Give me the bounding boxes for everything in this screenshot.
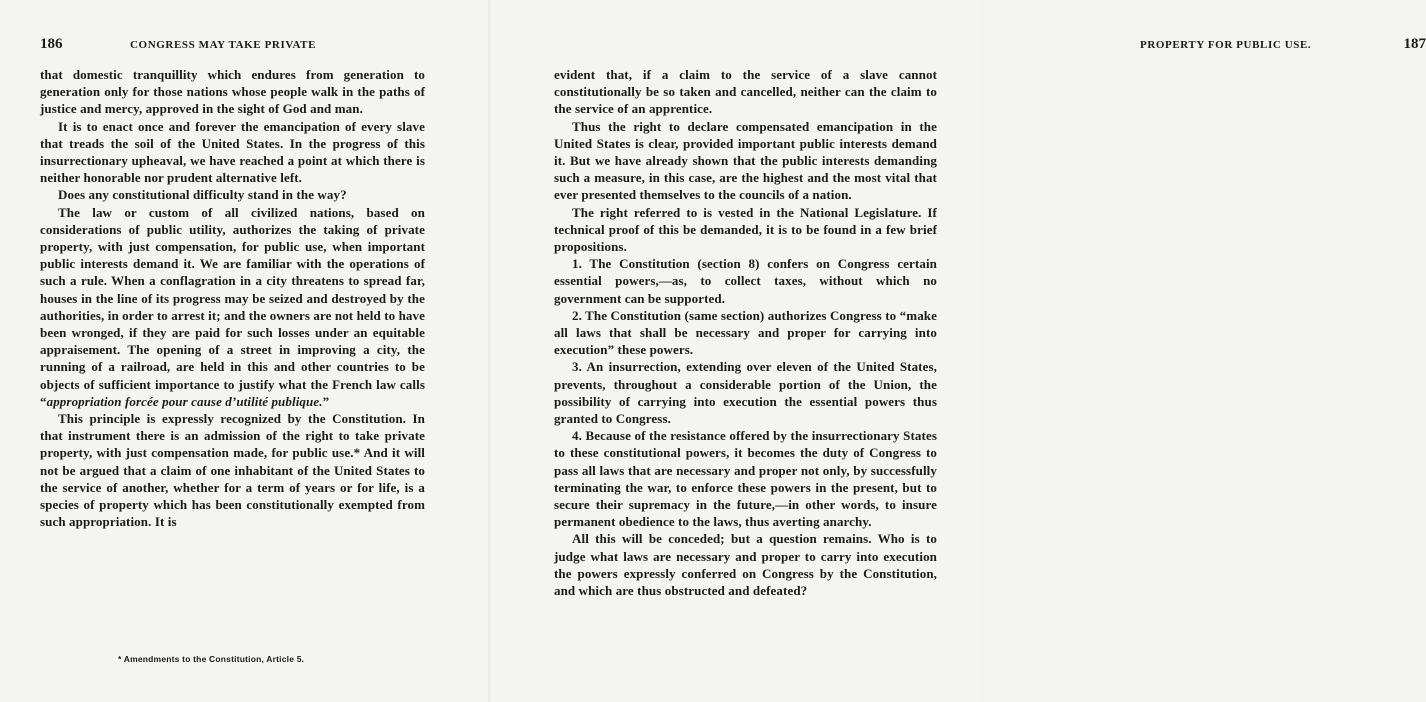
right-paragraph-2: Thus the right to declare compensated emancipation in the United States is clear, provided important public interests demand it. But we have already shown that the public interests demanding such a measure, in this case, are the highest and the most vital that ever presented themselves to the councils of a nation. bbox=[554, 118, 937, 203]
right-paragraph-6: 3. An insurrection, extending over eleven of the United States, prevents, throughout a considerable portion of the Union, the possibility of carrying into execution the essential powers thus granted to Congress. bbox=[554, 359, 937, 427]
right-page bbox=[490, 0, 1426, 702]
left-paragraph-4-after: ” bbox=[322, 393, 330, 409]
left-paragraph-4 bbox=[40, 204, 425, 410]
right-paragraph-1: evident that, if a claim to the service of a slave cannot constitutionally be so taken and cancelled, neither can the claim to the service of an apprentice. bbox=[554, 67, 937, 117]
left-running-title: CONGRESS MAY TAKE PRIVATE bbox=[130, 39, 317, 51]
left-running-head bbox=[40, 38, 428, 56]
right-body-text bbox=[554, 66, 937, 599]
left-paragraph-4-italic: appropriation forcée pour cause d’utilité publique. bbox=[46, 393, 323, 409]
left-paragraph-4-text: The law or custom of all civilized nations, based on considerations of public utility, authorizes the taking of private property, with just compensation, for public use, when important public interests demand it. We are familiar with the operations of such a rule. When a conflagration in a city threatens to spread far, houses in the line of its progress may be seized and destroyed by the authorities, in order to arrest it; and the owners are not held to have been wronged, if they are paid for such losses under an equitable appraisement. The opening of a street in improving a city, the running of a railroad, are held in this and other countries to be objects of sufficient importance to justify what the French law calls “ bbox=[40, 204, 425, 409]
left-body-text bbox=[40, 66, 425, 530]
left-paragraph-5: This principle is expressly recognized by the Constitution. In that instrument there is an admission of the right to take private property, with just compensation made, for public use.* And it will not be argued that a claim of one inhabitant of the United States to the service of another, whether for a term of years or for life, is a species of property which has been constitutionally exempted from such appropriation. It is bbox=[40, 411, 425, 530]
left-paragraph-2: It is to enact once and forever the emancipation of every slave that treads the soil of the United States. In the progress of this insurrectionary upheaval, we have reached a point at which there is neither honorable nor prudent alternative left. bbox=[40, 118, 425, 186]
right-running-head bbox=[1140, 38, 1426, 56]
left-paragraph-3: Does any constitutional difficulty stand in the way? bbox=[58, 187, 347, 203]
left-footnote: * Amendments to the Constitution, Article 5. bbox=[118, 654, 305, 664]
right-paragraph-7: 4. Because of the resistance offered by the insurrectionary States to these constitutional powers, it becomes the duty of Congress to pass all laws that are necessary and proper not only, by successfully terminating the war, to enforce these powers in the present, but to secure their supremacy in the future,—in other words, to insure permanent obedience to the laws, thus averting anarchy. bbox=[554, 428, 937, 530]
right-page-number: 187 bbox=[1403, 36, 1426, 52]
right-paragraph-8: All this will be conceded; but a question remains. Who is to judge what laws are necessary and proper to carry into execution the powers expressly conferred on Congress by the Constitution, and which are thus obstructed and defeated? bbox=[554, 531, 937, 599]
left-paragraph-1: that domestic tranquillity which endures from generation to generation only for those nations whose people walk in the paths of justice and mercy, approved in the sight of God and man. bbox=[40, 67, 425, 117]
right-running-title: PROPERTY FOR PUBLIC USE. bbox=[1140, 39, 1312, 51]
right-paragraph-5: 2. The Constitution (same section) authorizes Congress to “make all laws that shall be necessary and proper for carrying into execution” these powers. bbox=[554, 307, 937, 358]
right-paragraph-3: The right referred to is vested in the National Legislature. If technical proof of this be demanded, it is to be found in a few brief propositions. bbox=[554, 204, 937, 255]
left-page bbox=[0, 0, 490, 702]
right-paragraph-4: 1. The Constitution (section 8) confers on Congress certain essential powers,—as, to collect taxes, without which no government can be supported. bbox=[554, 256, 937, 306]
left-page-number: 186 bbox=[40, 36, 63, 52]
